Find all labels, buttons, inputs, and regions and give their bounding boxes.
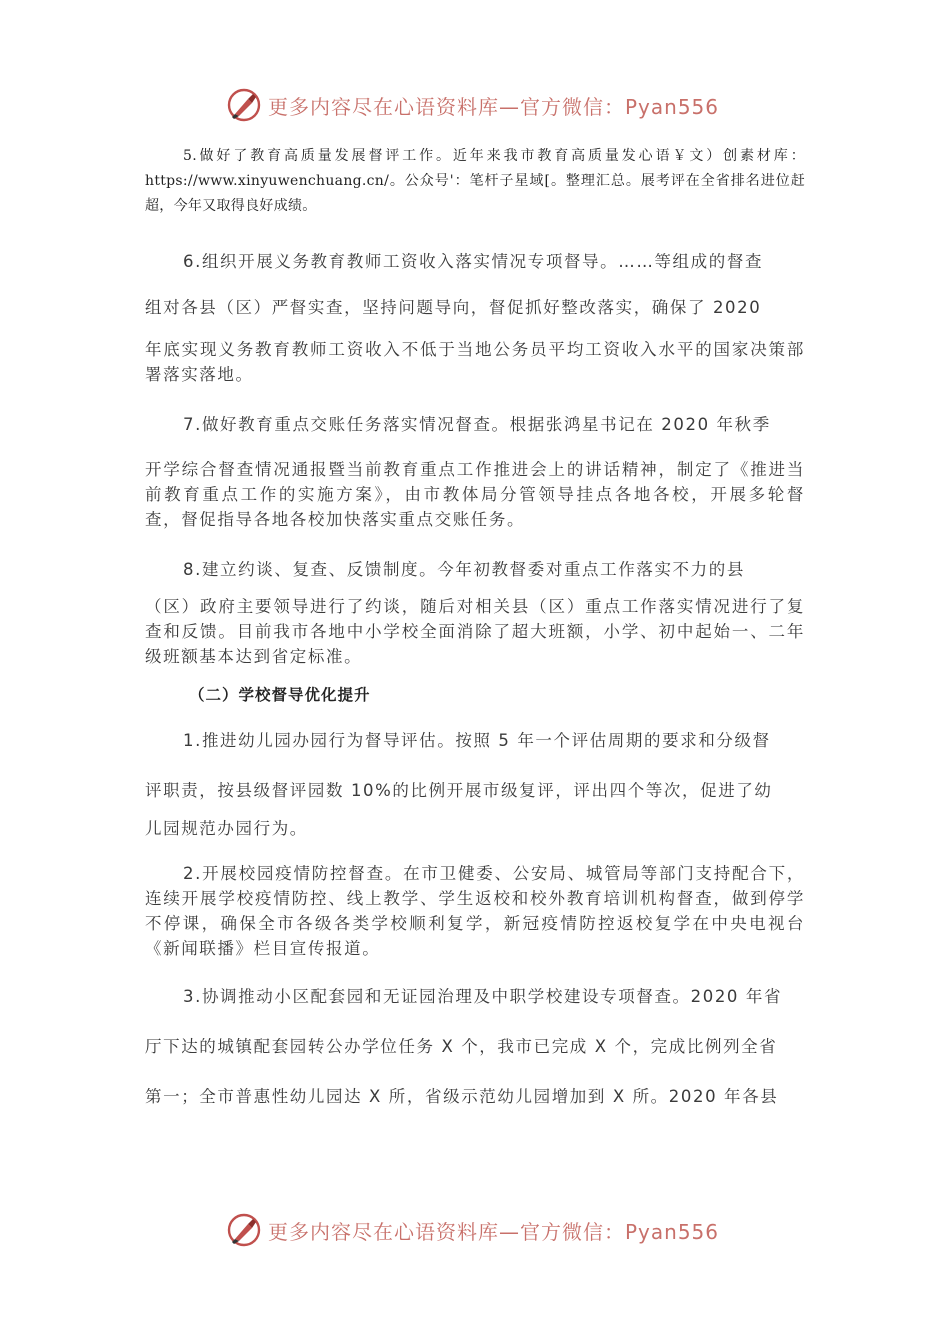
- school-item-1-line-1: 1.推进幼儿园办园行为督导评估。按照 5 年一个评估周期的要求和分级督: [183, 731, 771, 750]
- paragraph-5: 5.做好了教育高质量发展督评工作。近年来我市教育高质量发心语￥文）创素材库：https://www.xinyuwenchuang.cn/。公众号'：笔杆子星域[。整理汇总。展考评在全省排名进位赶超，今年又取得良好成绩。: [145, 148, 805, 214]
- paragraph-7-line-2: 开学综合督查情况通报暨当前教育重点工作推进会上的讲话精神，制定了《推进当前教育重点工作的实施方案》，由市教体局分管领导挂点各地各校，开展多轮督查，督促指导各地各校加快落实重点交账任务。: [145, 460, 805, 529]
- document-body: [145, 144, 805, 1111]
- section-title: （二）学校督导优化提升: [189, 686, 371, 704]
- school-item-1-line-3: 儿园规范办园行为。: [145, 819, 308, 838]
- pen-nib-icon: [226, 87, 262, 123]
- school-item-2: 2.开展校园疫情防控督查。在市卫健委、公安局、城管局等部门支持配合下，连续开展学校疫情防控、线上教学、学生返校和校外教育培训机构督查，做到停学不停课，确保全市各级各类学校顺利复学，新冠疫情防控返校复学在中央电视台《新闻联播》栏目宣传报道。: [145, 864, 805, 958]
- paragraph-6-line-3: 年底实现义务教育教师工资收入不低于当地公务员平均工资收入水平的国家决策部署落实落地。: [145, 340, 805, 384]
- school-item-3-line-3: 第一；全市普惠性幼儿园达 X 所，省级示范幼儿园增加到 X 所。2020 年各县: [145, 1087, 779, 1106]
- pen-nib-icon: [226, 1212, 262, 1248]
- paragraph-8-line-2: （区）政府主要领导进行了约谈，随后对相关县（区）重点工作落实情况进行了复查和反馈。目前我市各地中小学校全面消除了超大班额，小学、初中起始一、二年级班额基本达到省定标准。: [145, 597, 805, 666]
- banner-text: 更多内容尽在心语资料库—官方微信：Pyan556: [268, 1220, 720, 1244]
- footer-banner: [0, 1210, 950, 1250]
- paragraph-6-line-1: 6.组织开展义务教育教师工资收入落实情况专项督导。……等组成的督查: [183, 252, 764, 271]
- school-item-1-line-2: 评职责，按县级督评园数 10%的比例开展市级复评，评出四个等次，促进了幼: [145, 781, 773, 800]
- school-item-3-line-2: 厅下达的城镇配套园转公办学位任务 X 个，我市已完成 X 个，完成比例列全省: [145, 1037, 778, 1056]
- school-item-3-line-1: 3.协调推动小区配套园和无证园治理及中职学校建设专项督查。2020 年省: [183, 987, 783, 1006]
- header-banner: [0, 85, 950, 125]
- banner-text: 更多内容尽在心语资料库—官方微信：Pyan556: [268, 95, 720, 119]
- paragraph-7-line-1: 7.做好教育重点交账任务落实情况督查。根据张鸿星书记在 2020 年秋季: [183, 415, 771, 434]
- paragraph-6-line-2: 组对各县（区）严督实查，坚持问题导向，督促抓好整改落实，确保了 2020: [145, 298, 762, 317]
- paragraph-8-line-1: 8.建立约谈、复查、反馈制度。今年初教督委对重点工作落实不力的县: [183, 560, 745, 579]
